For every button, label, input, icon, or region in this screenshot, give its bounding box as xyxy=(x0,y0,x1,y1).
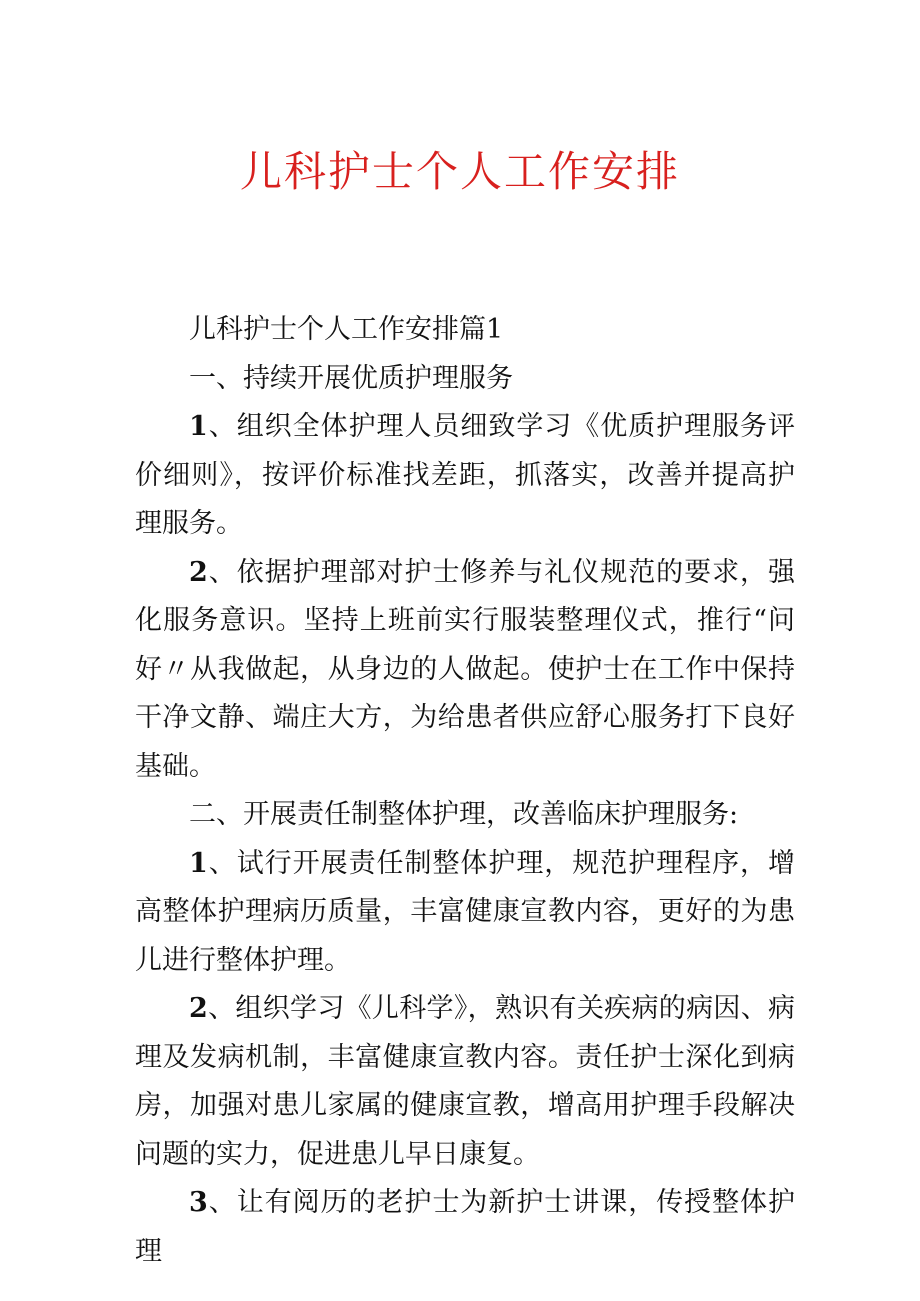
paragraph: 儿科护士个人工作安排篇1 xyxy=(189,314,504,345)
paragraph: 二、开展责任制整体护理，改善临床护理服务: xyxy=(189,799,739,830)
paragraph: 1、组织全体护理人员细致学习《优质护理服务评价细则》，按评价标准找差距，抓落实，改善并提高护理服务。 xyxy=(135,411,795,539)
item-number: 2 xyxy=(189,556,208,588)
document-body xyxy=(135,306,795,1276)
document-title: 儿科护士个人工作安排 xyxy=(239,147,680,196)
item-number: 3 xyxy=(189,1187,208,1218)
paragraph: 2、依据护理部对护士修养与礼仪规范的要求，强化服务意识。坚持上班前实行服装整理仪式，推行“问好〃从我做起，从身边的人做起。使护士在工作中保持干净文静、端庄大方，为给患者供应舒心服务打下良好基础。 xyxy=(135,556,795,782)
item-number: 1 xyxy=(189,847,208,879)
paragraph: 3、让有阅历的老护士为新护士讲课，传授整体护理 xyxy=(135,1187,795,1267)
paragraph: 2、组织学习《儿科学》，熟识有关疾病的病因、病理及发病机制，丰富健康宣教内容。责任护士深化到病房，加强对患儿家属的健康宣教，增高用护理手段解决问题的实力，促进患儿早日康复。 xyxy=(135,993,795,1170)
paragraph: 1、试行开展责任制整体护理，规范护理程序，增高整体护理病历质量，丰富健康宣教内容，更好的为患儿进行整体护理。 xyxy=(135,847,795,976)
item-number: 1 xyxy=(189,411,208,442)
paragraph: 一、持续开展优质护理服务 xyxy=(189,362,513,394)
item-number: 2 xyxy=(189,993,208,1024)
